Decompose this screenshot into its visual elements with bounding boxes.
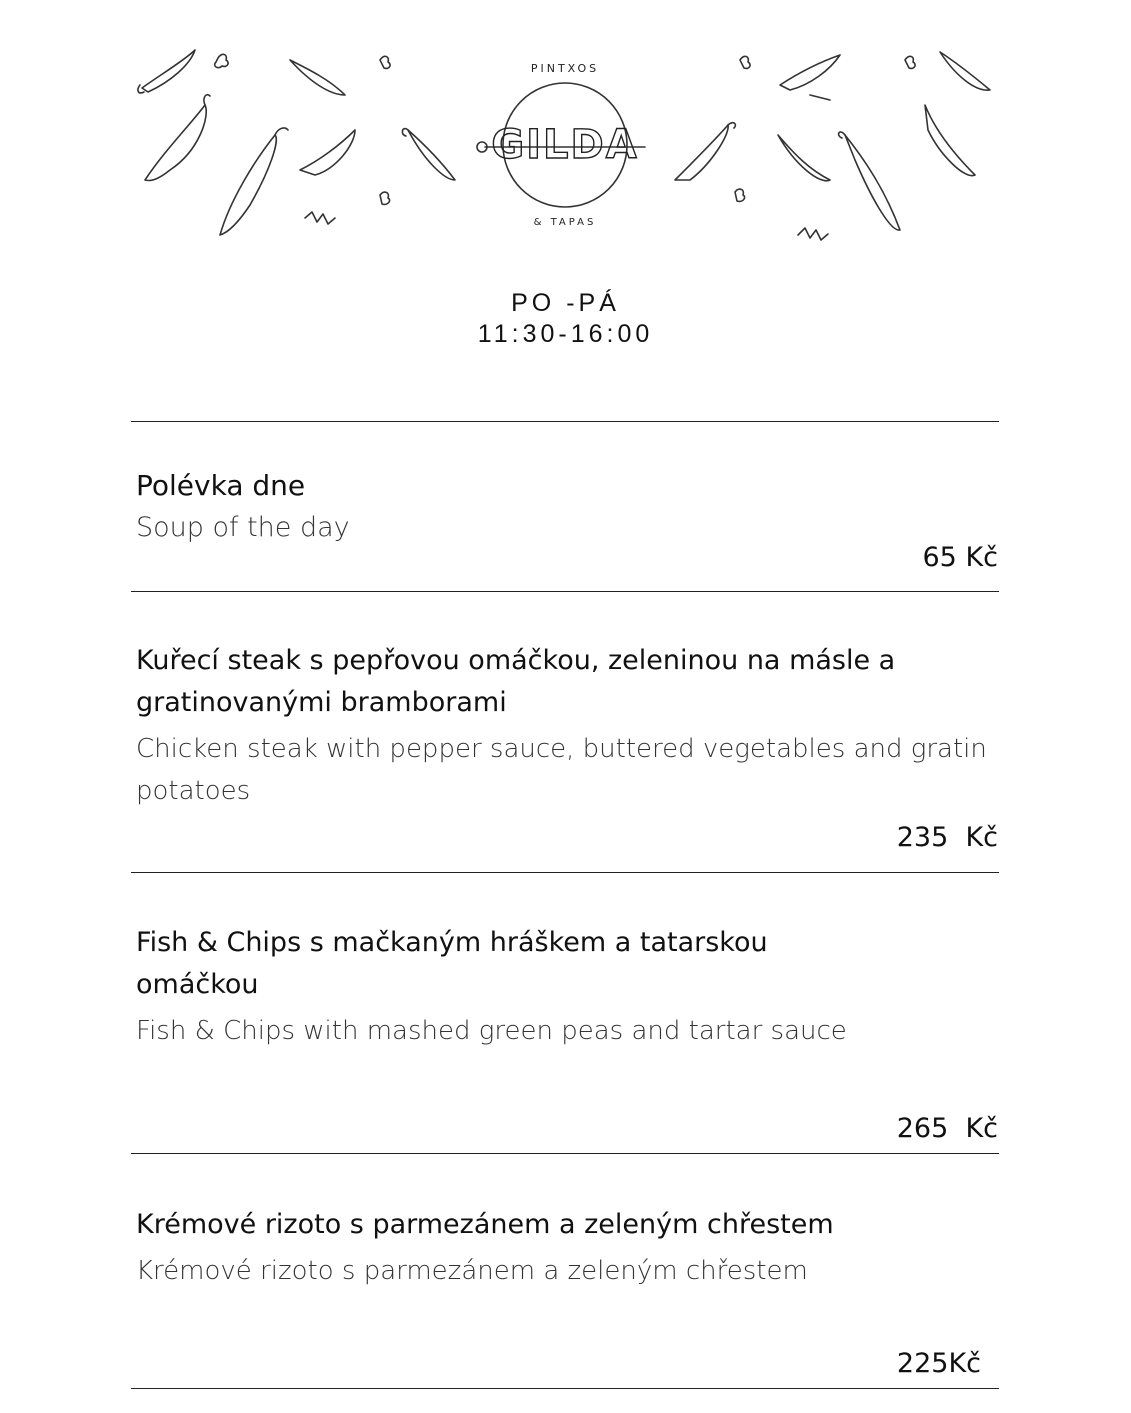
menu-item (136, 463, 998, 551)
item-name-cz: Polévka dne (136, 469, 306, 502)
divider (131, 872, 999, 873)
header-illustration (130, 40, 1000, 250)
divider (131, 1153, 999, 1154)
hours-days: PO -PÁ (511, 289, 620, 317)
logo-tapas-text: & TAPAS (533, 217, 597, 228)
item-price: 265 Kč (896, 1113, 998, 1144)
item-name-en: Krémové rizoto s parmezánem a zeleným chřestem (136, 1256, 808, 1286)
logo-pintxos-text: PINTXOS (530, 62, 600, 75)
item-price: 65 Kč (922, 542, 998, 573)
menu-item (136, 1204, 998, 1292)
divider (131, 421, 999, 422)
menu-item (136, 640, 998, 812)
hours-time: 11:30-16:00 (477, 320, 654, 348)
gilda-logo (477, 62, 645, 228)
item-name-cz: Krémové rizoto s parmezánem a zeleným chřestem (136, 1209, 834, 1240)
item-name-en: Fish & Chips with mashed green peas and tartar sauce (136, 1016, 847, 1046)
divider (131, 1388, 999, 1389)
item-name-cz: Fish & Chips s mačkaným hráškem a tatarskou omáčkou (136, 927, 768, 1000)
item-price: 225Kč (896, 1348, 981, 1379)
pepper-doodles-right (675, 52, 990, 240)
pepper-doodles-left (138, 50, 455, 235)
item-name-en: Soup of the day (136, 512, 350, 543)
item-name-cz: Kuřecí steak s pepřovou omáčkou, zeleninou na másle a gratinovanými bramborami (136, 645, 896, 718)
divider (131, 591, 999, 592)
item-price: 235 Kč (896, 822, 998, 853)
item-name-en: Chicken steak with pepper sauce, buttered vegetables and gratin potatoes (136, 734, 987, 806)
menu-item (136, 922, 998, 1052)
logo-name-text: GILDA (491, 122, 639, 168)
